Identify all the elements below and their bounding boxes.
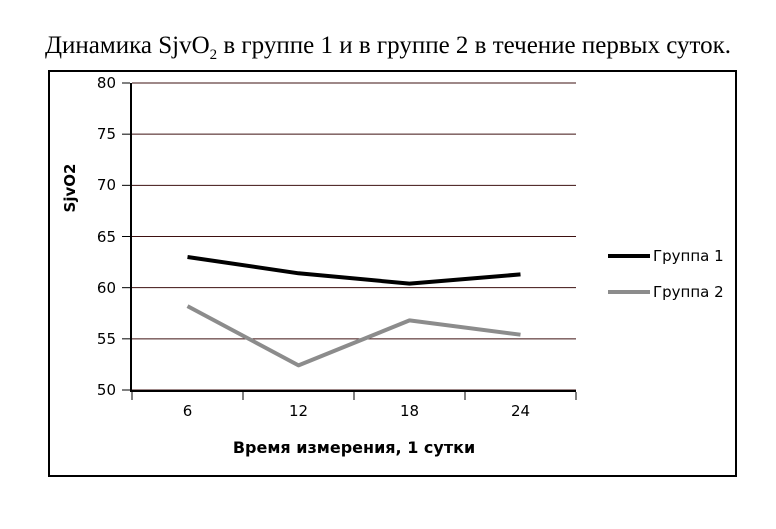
legend-label-2: Группа 2	[653, 283, 724, 301]
x-tick-label-18: 18	[399, 402, 420, 420]
legend-entry-1	[608, 238, 724, 274]
y-tick-label-80: 80	[96, 74, 116, 92]
chart-title-text: Динамика SjvO	[45, 32, 210, 59]
y-tick-label-50: 50	[96, 381, 116, 399]
legend-label-1: Группа 1	[653, 247, 724, 265]
y-tick-label-75: 75	[96, 125, 116, 144]
y-tick-label-70: 70	[96, 176, 116, 195]
x-tick-label-6: 6	[182, 402, 193, 420]
x-tick-label-12: 12	[288, 402, 309, 420]
legend-key-line-2	[608, 290, 650, 294]
x-axis-title: Время измерения, 1 сутки	[232, 438, 476, 457]
series-1-line	[188, 257, 521, 284]
y-tick-label-65: 65	[96, 227, 116, 246]
y-tick-label-55: 55	[96, 329, 116, 348]
legend-key-line-1	[608, 254, 650, 258]
legend	[608, 238, 724, 310]
chart-frame	[48, 70, 737, 477]
chart-title-subscript: 2	[209, 47, 218, 63]
y-axis-title: SjvO2	[61, 163, 79, 213]
x-tick-label-24: 24	[510, 402, 531, 420]
chart-title	[0, 32, 776, 64]
legend-entry-2	[608, 274, 724, 310]
chart-title-suffix: в группе 1 и в группе 2 в течение первых суток.	[217, 32, 731, 59]
series-2-line	[188, 306, 521, 365]
y-tick-label-60: 60	[96, 278, 116, 297]
